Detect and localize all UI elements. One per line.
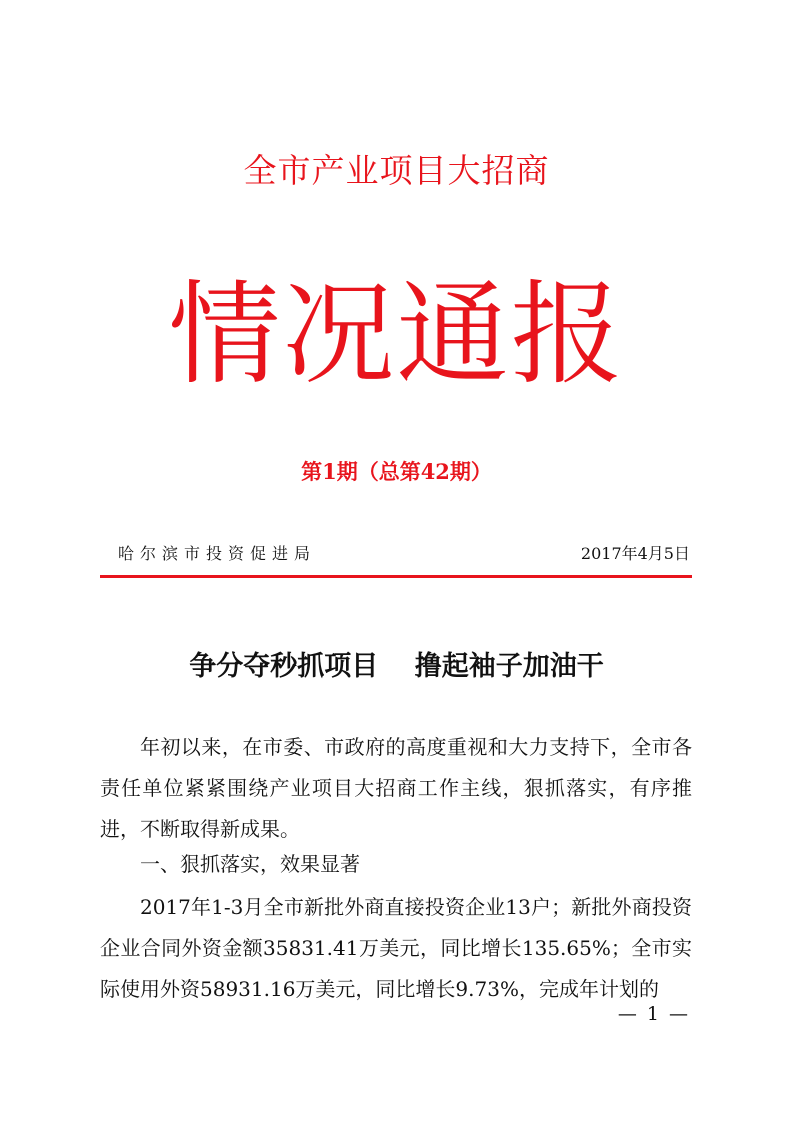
paragraph-stats: 2017年1-3月全市新批外商直接投资企业13户；新批外商投资企业合同外资金额35831.41万美元，同比增长135.65%；全市实际使用外资58931.16万美元，同比增长9.73%，完成年计划的 <box>100 895 692 1001</box>
issue-number: 第1期（总第42期） <box>301 459 492 484</box>
article-headline: 争分夺秒抓项目 撸起袖子加油干 <box>189 651 604 682</box>
issuer-name: 哈尔滨市投资促进局 <box>118 544 317 563</box>
document-title: 情况通报 <box>168 270 625 400</box>
issue-date: 2017年4月5日 <box>580 544 690 563</box>
header-divider <box>100 575 692 578</box>
document-subtitle: 全市产业项目大招商 <box>243 151 550 190</box>
section-heading: 一、狠抓落实，效果显著 <box>140 852 360 876</box>
page-number: — 1 — <box>617 1003 690 1025</box>
paragraph-intro: 年初以来，在市委、市政府的高度重视和大力支持下，全市各责任单位紧紧围绕产业项目大招商工作主线，狠抓落实，有序推进，不断取得新成果。 <box>100 735 692 841</box>
